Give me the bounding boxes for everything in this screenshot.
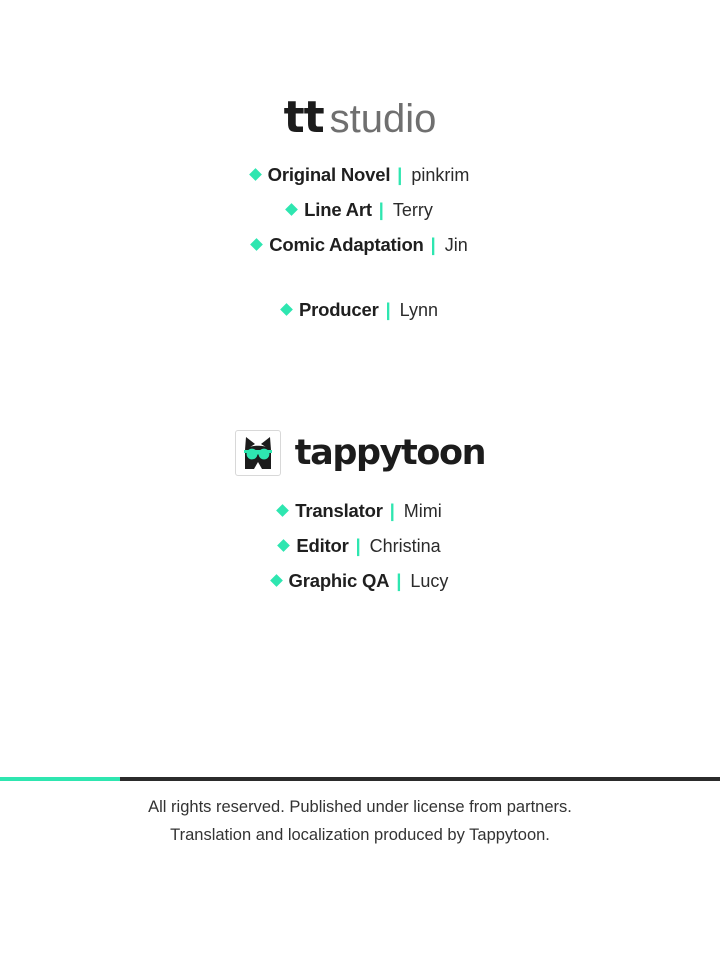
footer-line-2: Translation and localization produced by Tappytoon. (170, 826, 550, 844)
credit-row (0, 164, 720, 199)
credit-row (0, 535, 720, 570)
studio-logo-word: studio (329, 97, 437, 141)
credit-role: Comic Adaptation (269, 234, 424, 255)
credit-name: Lucy (410, 571, 449, 591)
spacer (0, 334, 720, 430)
credit-role: Translator (295, 500, 383, 521)
spacer (0, 269, 720, 299)
credit-row (0, 570, 720, 605)
footer-line-1: All rights reserved. Published under license from partners. (148, 798, 572, 816)
credit-separator: | (355, 536, 361, 556)
studio-logo-mark: tt (283, 92, 324, 143)
credit-separator: | (430, 235, 436, 255)
diamond-bullet-icon (280, 303, 293, 316)
credit-separator: | (397, 165, 403, 185)
cat-with-sunglasses-icon (235, 430, 281, 476)
diamond-bullet-icon (250, 238, 263, 251)
footer (0, 793, 720, 849)
credit-separator: | (396, 571, 402, 591)
credit-role: Original Novel (267, 164, 391, 185)
credit-row (0, 234, 720, 269)
credit-separator: | (389, 501, 395, 521)
credit-name: Christina (369, 536, 441, 556)
tappytoon-logo (0, 430, 720, 476)
publisher-credits-list (0, 500, 720, 605)
credit-row (0, 299, 720, 334)
diamond-bullet-icon (277, 539, 290, 552)
credit-row (0, 500, 720, 535)
credit-role: Editor (296, 535, 349, 556)
credit-separator: | (378, 200, 384, 220)
footer-divider-accent (0, 777, 120, 781)
credit-name: Terry (392, 200, 433, 220)
diamond-bullet-icon (270, 574, 283, 587)
diamond-bullet-icon (276, 504, 289, 517)
tappytoon-wordmark: tappytoon (294, 432, 486, 473)
credit-role: Producer (298, 299, 379, 320)
diamond-bullet-icon (249, 168, 262, 181)
credit-name: Mimi (403, 501, 442, 521)
studio-logo (0, 92, 720, 143)
credit-role: Line Art (304, 199, 372, 220)
credit-role: Graphic QA (288, 570, 390, 591)
credit-name: Lynn (399, 300, 439, 320)
credit-separator: | (385, 300, 391, 320)
credit-name: pinkrim (411, 165, 470, 185)
credit-name: Jin (444, 235, 468, 255)
credits-page (0, 92, 720, 976)
studio-credits-list (0, 164, 720, 334)
diamond-bullet-icon (285, 203, 298, 216)
credit-row (0, 199, 720, 234)
